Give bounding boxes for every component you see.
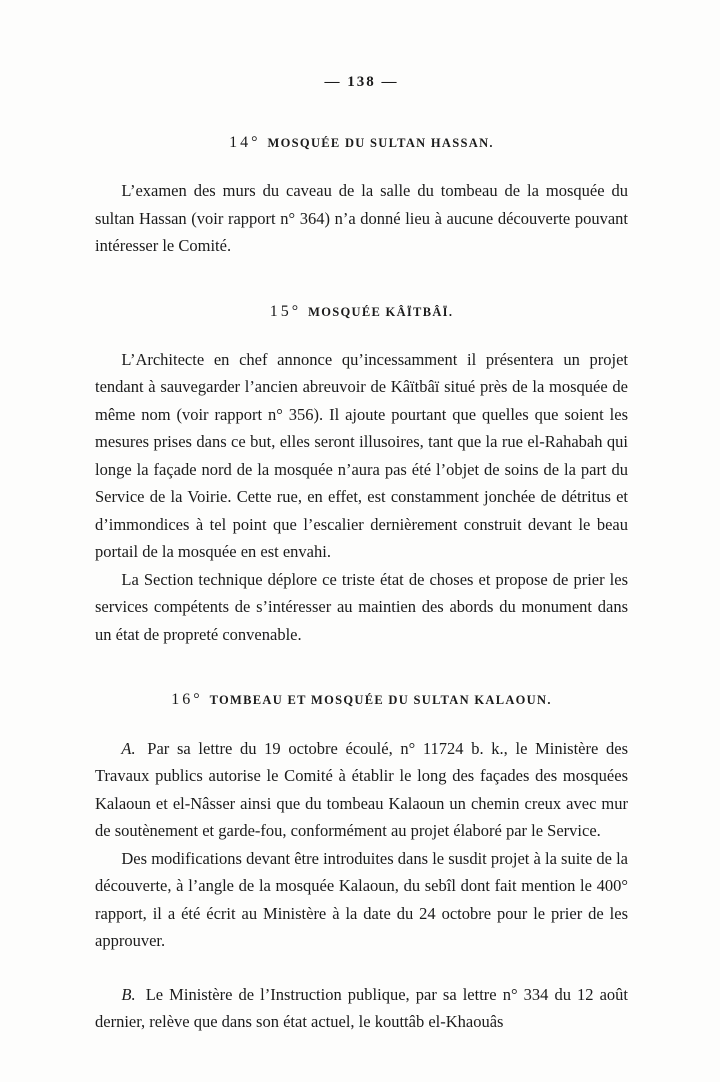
section-heading <box>95 302 628 321</box>
page-number: — 138 — <box>324 74 399 90</box>
section-heading <box>95 133 628 152</box>
paragraph <box>95 981 628 1036</box>
section-number: 16° <box>171 691 203 709</box>
section-mosquee-sultan-hassan <box>95 133 628 260</box>
paragraph-text: Le Ministère de l’Instruction publique, par sa lettre n° 334 du 12 août dernier, relève que dans son état actuel, le kouttâb el-Khaouâs <box>95 984 629 1032</box>
section-title: TOMBEAU ET MOSQUÉE DU SULTAN KALAOUN. <box>209 693 552 708</box>
section-mosquee-kaitbai <box>95 302 628 649</box>
section-title: MOSQUÉE KÂÏTBÂÏ. <box>308 304 454 319</box>
paragraph-text: L’examen des murs du caveau de la salle du tombeau de la mosquée du sultan Hassan (voir rapport n° 364) n’a donné lieu à aucune découverte pouvant intéresser le Comité. <box>95 181 628 256</box>
section-number: 14° <box>229 134 261 151</box>
paragraph-text: Par sa lettre du 19 octobre écoulé, n° 11724 b. k., le Ministère des Travaux publics autorise le Comité à établir le long des façades des mosquées Kalaoun et el-Nâsser ainsi que du tombeau Kalaoun un chemin creux avec mur de soutènement et garde-fou, conformément au projet élaboré par le Service. <box>95 738 628 841</box>
section-title: MOSQUÉE DU SULTAN HASSAN. <box>267 136 494 150</box>
section-number: 15° <box>269 302 302 320</box>
paragraph-lead: A. <box>121 738 136 758</box>
paragraph <box>95 566 628 649</box>
paragraph <box>95 845 628 955</box>
paragraph-text: L’Architecte en chef annonce qu’incessamment il présentera un projet tendant à sauvegarder l’ancien abreuvoir de Kâïtbâï situé près de la mosquée de même nom (voir rapport n° 356). Il ajoute pourtant que quelles que soient les mesures prises dans ce but, elles seront illusoires, tant que la rue el-Rahabah qui longe la façade nord de la mosquée n’aura pas été l’objet de soins de la part du Service de la Voirie. Cette rue, en effet, est constamment jonchée de détritus et d’immondices à tel point que l’escalier dernièrement construit devant le beau portail de la mosquée en est envahi. <box>95 349 628 562</box>
paragraph <box>95 735 628 845</box>
section-heading <box>95 690 628 709</box>
paragraph-text: La Section technique déplore ce triste état de choses et propose de prier les services compétents de s’intéresser au maintien des abords du monument dans un état de propreté convenable. <box>95 569 628 644</box>
paragraph-text: Des modifications devant être introduites dans le susdit projet à la suite de la découverte, à l’angle de la mosquée Kalaoun, du sebîl dont fait mention le 400° rapport, il a été écrit au Ministère à la date du 24 octobre pour le prier de les approuver. <box>95 848 628 951</box>
paragraph <box>95 346 628 566</box>
paragraph-lead: B. <box>121 984 136 1004</box>
paragraph <box>95 177 628 260</box>
section-tombeau-mosquee-kalaoun <box>95 690 628 1035</box>
